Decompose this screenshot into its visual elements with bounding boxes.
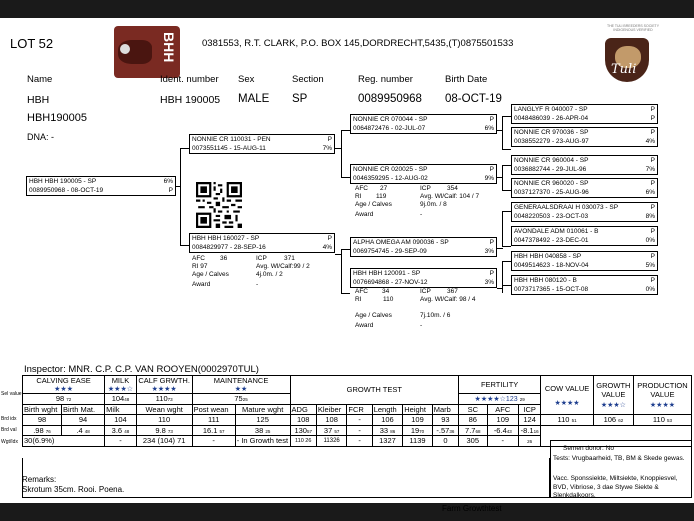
- col-header: Birth Mat.: [61, 404, 104, 415]
- animal-ident: HBH 190005: [160, 94, 221, 106]
- fertility-value: ★★★★☆123 29: [459, 394, 541, 405]
- farm-growthtest: Farm Growthtest: [442, 504, 502, 513]
- col-header: ADG: [290, 404, 316, 415]
- pedigree-ggp-box: HBH HBH 040858 - SP P 0049514623 - 18-NOV-04 5%: [511, 251, 658, 271]
- wgt-idx-row: 30(6.9%) - 234 (104) 71 - - In Growth test 110 26 11326 - 1327 1139 0 305 - 26: [23, 436, 692, 447]
- inspector-line: Inspector: MNR. C.P. C.P. VAN ROOYEN(0002970TUL): [24, 364, 259, 375]
- production-value-header: PRODUCTION VALUE ★★★★: [633, 376, 691, 415]
- brd-val-row: .98 76 .4 48 3.6 48 9.8 73 16.1 57 38 25 13057 37 57 - 33 86 1970 -.5736 7.768 -6.443 -8.116: [23, 425, 692, 436]
- pedigree-ggp-box: NONNIE CR 960020 - SP P 0037127370 - 25-AUG-96 6%: [511, 178, 658, 198]
- header-birth: Birth Date: [445, 74, 488, 85]
- owner-line: 0381553, R.T. CLARK, P.O. BOX 145,DORDRECHT,5435,(T)0875501533: [202, 38, 514, 49]
- animal-name: HBH: [27, 94, 50, 106]
- col-header: Wean wght: [136, 404, 192, 415]
- cow-value-header: COW VALUE ★★★★: [541, 376, 594, 415]
- pedigree-ggp-box: AVONDALE ADM 010061 - B P 0047378492 - 23-DEC-01 0%: [511, 226, 658, 246]
- col-header: Length: [372, 404, 403, 415]
- pedigree-ggp-box: NONNIE CR 960004 - SP P 0036882744 - 29-JUL-96 7%: [511, 155, 658, 175]
- stats-table: [22, 375, 692, 447]
- milk-header: MILK ★★★☆: [105, 376, 137, 394]
- pedigree-dam-sire-box: ALPHA OMEGA AM 090036 - SP P 0069754745 - 29-SEP-09 3%: [350, 237, 497, 257]
- calving-ease-header: CALVING EASE ★★★: [23, 376, 105, 394]
- col-header: Milk: [105, 404, 137, 415]
- pedigree-sire-sire-box: NONNIE CR 070044 - SP P 0064872476 - 02-JUL-07 6%: [350, 114, 497, 134]
- maintenance-value: 7525: [192, 394, 290, 405]
- col-header: Marb: [432, 404, 458, 415]
- remarks-text: Skrotum 35cm. Rooi. Poena.: [22, 485, 125, 494]
- cow-value-stars: ★★★★: [554, 399, 580, 407]
- col-header: ICP: [519, 404, 541, 415]
- brd-idx-label: Brd idx: [1, 416, 17, 422]
- bhh-logo-text: BHH: [161, 32, 177, 63]
- calving-stars: ★★★: [54, 386, 73, 393]
- header-sex: Sex: [238, 74, 255, 85]
- remarks-frame: [22, 458, 550, 498]
- semen-donor: Semen donor: No: [563, 445, 614, 452]
- growth-value-header: GROWTH VALUE ★★★☆: [593, 376, 633, 415]
- animal-code: HBH190005: [27, 112, 87, 124]
- pedigree-sire-dam-box: NONNIE CR 020025 - SP P 0046359295 - 12-AUG-02 9%: [350, 164, 497, 184]
- pedigree-ggp-box: LANGLYF R 040007 - SP P 0048486039 - 26-APR-04 P: [511, 104, 658, 124]
- animal-sex: MALE: [238, 93, 270, 105]
- vaccination-text: Vacc. Sponssiekte, Miltsiekte, Knoppiesvel, BVD, Vibriose, 3 dae Stywe Siekte & Slenkdalkoors.: [553, 475, 678, 499]
- pedigree-dam-box: HBH HBH 160027 - SP P 0084829977 - 28-SEP-16 4%: [189, 233, 335, 253]
- header-reg: Reg. number: [358, 74, 413, 85]
- cow-value-number: 110 51: [541, 415, 594, 426]
- calf-growth-header: CALF GRWTH. ★★★★: [136, 376, 192, 394]
- lot-number: LOT 52: [10, 36, 54, 51]
- growth-value-number: 106 62: [593, 415, 633, 426]
- header-name: Name: [27, 74, 53, 85]
- pedigree-dam-dam-box: HBH HBH 120091 - SP P 0076694868 - 27-NOV-12 3%: [350, 268, 497, 288]
- society-band-text: THE TULI BREEDERS SOCIETY INDIGENOUS VERIFIED: [606, 24, 660, 32]
- col-header: SC: [459, 404, 487, 415]
- col-header: Birth wght: [23, 404, 62, 415]
- tests-text: Tests: Vrugbaarheid, TB, BM & Skede gewas.: [553, 455, 685, 462]
- qr-code-icon: [196, 182, 242, 228]
- col-header: Post wean: [192, 404, 235, 415]
- growth-value-stars: ★★★☆: [600, 402, 626, 409]
- growth-test-header: GROWTH TEST: [290, 376, 459, 405]
- calf-growth-value: 11073: [136, 394, 192, 405]
- animal-reg: 0089950968: [358, 93, 422, 105]
- pedigree-sire-box: NONNIE CR 110031 - PEN P 0073551145 - 15-AUG-11 7%: [189, 134, 335, 154]
- production-value-stars: ★★★★: [649, 402, 675, 409]
- bhh-logo: [114, 26, 180, 78]
- animal-section: SP: [292, 93, 308, 105]
- col-header: Kleiber: [316, 404, 347, 415]
- pedigree-ggp-box: HBH HBH 080120 - B P 0073717365 - 15-OCT-08 0%: [511, 275, 658, 295]
- col-header: Mature wght: [235, 404, 290, 415]
- milk-value: 10448: [105, 394, 137, 405]
- pedigree-ggp-box: GENERAALSDRAAI H 030073 - SP P 0048220503 - 23-OCT-03 8%: [511, 202, 658, 222]
- col-header: FCR: [347, 404, 372, 415]
- fertility-header: FERTILITY: [459, 376, 541, 394]
- pedigree-self-box: HBH HBH 190005 - SP 6% 0089950968 - 08-OCT-19 P: [26, 176, 176, 196]
- maintenance-header: MAINTENANCE ★★: [192, 376, 290, 394]
- lot-catalogue-page: LOT 52 BHH 0381553, R.T. CLARK, P.O. BOX 145,DORDRECHT,5435,(T)0875501533 THE TULI BREEDERS SOCIETY INDIGENOUS VERIFIED Tuli Name Ident. number Sex Section Reg. number Birth Date HBH HBH 190005 MALE SP 0089950968 08-OCT-19 HBH190005 DNA: - HBH HBH 190005 - SP 6% 0089950968 - 08-OCT-19 P NONNIE CR 110031 - PEN P 0073551145 - 15-AUG-11 7% HBH HBH 160027 - SP P 0084829977 - 28-SEP-16 4% AFC 36 ICP 371 RI 97 Avg. Wl/Calf:99 / 2 Age / Calves 4j.0m. / 2 Award - NONNIE CR 070044 - SP P 0064872476 - 02-JUL-07 6% NONNIE CR 020025 - SP P 0046359295 - 12-AUG-02 9% AFC 27 ICP 354 RI 119 Avg. Wl/Calf: 104 / 7 Age / Calves 9j.0m. / 8 Award - ALPHA OMEGA AM 090036 - SP P 0069754745 - 29-SEP-09 3% HBH HBH 120091 - SP P 0076694868 - 27-NOV-12 3% AFC 34 ICP 367 RI 110 Avg. Wl/Calf: 98 / 4 Age / Calves 7j.10m. / 6 Award - LANGLYF R 040007 - SP P 0048486039 - 26-APR-04 P NONNIE CR 970036 - SP P 0038552279 - 23-AUG-97 4% NONNIE CR 960004 - SP P 0036882744 - 29-JUL-96 7% NONNIE CR 960020 - SP P 0037127370 - 25-AUG-96 6% GENERAALSDRAAI H 030073 - SP P 0048220503 - 23-OCT-03 8% AVONDALE ADM 010061 - B P 0047378492 - 23-DEC-01 0% HBH HBH 040858 - SP P 0049514623 - 18-NOV-04 5% HBH HBH 080120 - B P 0073717365 - 15-OCT-08 0% Inspector: MNR. C.P. C.P. VAN ROOYEN(0002970TUL) Sel value Brd idx Brd val Wgt/Idx CALVING EASE ★★★ MILK ★★★☆ CALF GRWTH. ★★★★ MAINTENANCE ★★ GROWTH TEST FERTILITY COW VALUE ★★★★ GROWTH VALUE ★★★☆ PRODUCTION VALUE ★★★★ 98 72 10448 11073 7525 ★★★★☆123 29 Birth wght Birth Mat. Milk Wean wght Post wean Mature wght ADG Kleiber FCR Length Height Marb SC AFC ICP 98 94 104 110 111 125 108 108 - 106 109 93 86 109 124 110 51 106 62 110 53 .98 76 .4 48 3.6 48 9.8 73 16.1 57 38 25 13057 37 57 - 33 86 1970 -.5736 7.768 -6.443 -8.116 30(6.9%) - 234 (104) 71 - - In Growth test 110 26 11326 - 1327 1139 0 305 - 26 Semen donor: No Tests: Vrugbaarheid, TB, BM & Skede gewas. Vacc. Sponssiekte, Miltsiekte, Knoppiesvel, BVD, Vibriose, 3 dae Stywe Siekte & Slenkdalkoors. Remarks: Skrotum 35cm. Rooi. Poena. Farm Growthtest: [0, 18, 694, 503]
- society-logo-text: Tuli: [611, 62, 637, 77]
- col-header: Height: [403, 404, 432, 415]
- calving-value: 98 72: [23, 394, 105, 405]
- calf-growth-stars: ★★★★: [151, 386, 177, 393]
- remarks-label: Remarks:: [22, 475, 57, 484]
- milk-stars: ★★★☆: [107, 386, 133, 393]
- production-value-number: 110 53: [633, 415, 691, 426]
- tuli-society-logo: [603, 20, 663, 92]
- wgt-idx-label: Wgt/Idx: [1, 439, 18, 445]
- col-header: AFC: [487, 404, 519, 415]
- brd-idx-row: 98 94 104 110 111 125 108 108 - 106 109 93 86 109 124 110 51 106 62 110 53: [23, 415, 692, 426]
- header-section: Section: [292, 74, 324, 85]
- dna-label: DNA: -: [27, 132, 54, 142]
- pedigree-ggp-box: NONNIE CR 970036 - SP P 0038552279 - 23-AUG-97 4%: [511, 127, 658, 147]
- header-ident: Ident. number: [160, 74, 219, 85]
- tests-frame: [550, 440, 692, 498]
- sel-value-label: Sel value: [1, 391, 22, 397]
- maintenance-stars: ★★: [234, 386, 248, 393]
- animal-birth: 08-OCT-19: [445, 93, 502, 105]
- brd-val-label: Brd val: [1, 427, 17, 433]
